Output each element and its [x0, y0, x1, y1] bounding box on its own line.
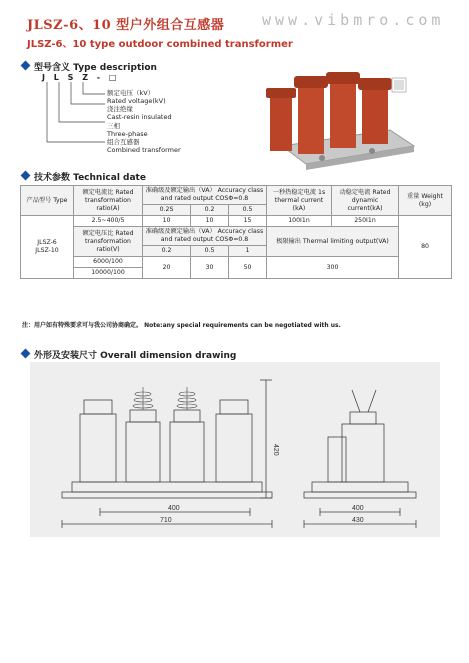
acc-class-2: 1: [229, 246, 267, 257]
diamond-bullet-icon: [21, 349, 31, 359]
col-dynamic: 动稳定电流 Rated dynamic current(kA): [332, 186, 399, 216]
acc-value: 15: [229, 216, 267, 227]
technical-heading: [22, 170, 146, 183]
technical-label: 技术参数 Technical date: [34, 173, 146, 183]
weight-value: 80: [399, 216, 452, 279]
thermal-limit-value: 300: [267, 257, 399, 279]
acc-value-2: 50: [229, 257, 267, 279]
vratio-value: 10000/100: [74, 268, 143, 279]
ratio-value: 2.5~400/5: [74, 216, 143, 227]
note: 注：用户如有特殊要求可与我公司协商确定。 Note:any special requirements can be negotiated with us.: [22, 322, 341, 329]
col-thermal-limit: 极限输出 Thermal limiting output(VA): [267, 227, 399, 257]
acc-value-2: 20: [143, 257, 191, 279]
acc-value: 10: [143, 216, 191, 227]
title-cn: JLSZ-6、10 型户外组合互感器: [27, 18, 225, 33]
vratio-value: 6000/100: [74, 257, 143, 268]
model-code: J L S Z - □: [42, 73, 120, 82]
product-photo: [262, 68, 417, 173]
title-en: JLSZ-6、10 type outdoor combined transformer: [27, 39, 293, 50]
desc-cast-resin: 浇注绝缘 Cast-resin insulated: [107, 105, 172, 121]
technical-table: [20, 185, 452, 279]
desc-three-phase: 三相 Three-phase: [107, 122, 148, 138]
col-vratio: 额定电压比 Rated transformation ratio(V): [74, 227, 143, 257]
dim-side-total-label: 430: [352, 517, 364, 524]
diamond-bullet-icon: [21, 171, 31, 181]
drawing-heading: [22, 348, 236, 361]
type-description-heading: [22, 60, 157, 73]
desc-rated-voltage: 额定电压（kV） Rated voltage(kV): [107, 89, 166, 105]
col-accuracy: 准确级及额定输出（VA） Accuracy class and rated output COSΦ=0.8: [143, 186, 267, 205]
acc-class-2: 0.5: [191, 246, 229, 257]
col-ratio: 额定电流比 Rated transformation ratio(A): [74, 186, 143, 216]
dimension-drawing: [30, 362, 440, 537]
acc-class: 0.5: [229, 205, 267, 216]
acc-class: 0.2S: [143, 205, 191, 216]
acc-class-2: 0.2: [143, 246, 191, 257]
dim-inner-label: 400: [168, 505, 180, 512]
acc-value-2: 30: [191, 257, 229, 279]
dimension-drawing-svg: [30, 362, 440, 537]
acc-value: 10: [191, 216, 229, 227]
dim-total-label: 710: [160, 517, 172, 524]
type-description-label: 型号含义 Type description: [34, 63, 157, 73]
col-type: 产品型号 Type: [21, 186, 74, 216]
dim-side-inner-label: 400: [352, 505, 364, 512]
dim-height-label: 420: [272, 444, 279, 456]
type-values: JLSZ-6 JLSZ-10: [21, 216, 74, 279]
acc-class: 0.2: [191, 205, 229, 216]
col-thermal: 一秒热稳定电流 1s thermal current (kA): [267, 186, 332, 216]
desc-combined-transformer: 组合互感器 Combined transformer: [107, 138, 181, 154]
thermal-value: 100I1n: [267, 216, 332, 227]
watermark: www.vibmro.com: [262, 11, 445, 29]
drawing-label: 外形及安装尺寸 Overall dimension drawing: [34, 351, 237, 361]
col-accuracy-2: 准确级及额定输出（VA） Accuracy class and rated output COSΦ=0.8: [143, 227, 267, 246]
dynamic-value: 250I1n: [332, 216, 399, 227]
diamond-bullet-icon: [21, 61, 31, 71]
col-weight: 重量 Weight (kg): [399, 186, 452, 216]
type-code-leader-lines: [45, 82, 107, 148]
